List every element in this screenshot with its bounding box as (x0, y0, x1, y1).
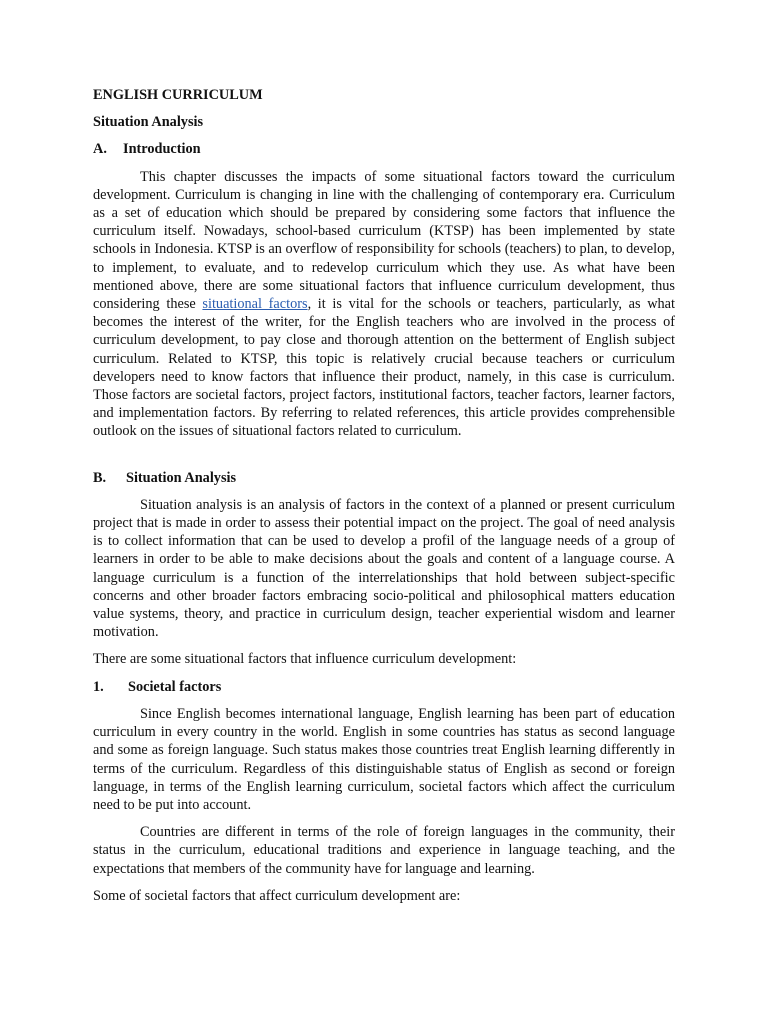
document-title: ENGLISH CURRICULUM (93, 87, 263, 103)
situational-factors-link[interactable]: situational factors (202, 296, 308, 313)
subsection-1-title: Societal factors (128, 678, 222, 695)
section-a-text-before-link: This chapter discusses the impacts of some situational factors toward the curriculum development. Curriculum is changing in line with the challenging of contemporary era. Curriculum as a set of education which should be prepared by considering some factors that influence the curriculum itself. Nowadays, school-based curriculum (KTSP) has been implemented by state schools in Indonesia. KTSP is an overflow of responsibility for schools (teachers) to plan, to develop, to implement, to evaluate, and to redevelop curriculum which they use. As what have been mentioned above, there are some situational factors that influence curriculum development, thus considering these (93, 168, 675, 313)
section-b-paragraph: Situation analysis is an analysis of factors in the context of a planned or present curriculum project that is made in order to assess their potential impact on the project. The goal of need analysis is to collect information that can be used to develop a profil of the language needs of a group of learners in order to be able to make decisions about the goals and content of a language course. A language curriculum is a function of the interrelationships that hold between subject-specific concerns and other broader factors embracing socio-political and philosophical matters education value systems, theory, and practice in curriculum design, teacher experiential wisdom and learner motivation. (93, 496, 675, 641)
section-a-text-after-link: , it is vital for the schools or teachers, particularly, as what becomes the interest of the writer, for the English teachers who are involved in the process of curriculum development, to pay close and thorough attention on the betterment of English subject curriculum. Related to KTSP, this topic is relatively crucial because teachers or curriculum developers need to know factors that influence their product, namely, in this case is curriculum. Those factors are societal factors, project factors, institutional factors, teacher factors, learner factors, and implementation factors. By referring to related references, this article provides comprehensible outlook on the issues of situational factors related to curriculum. (93, 296, 675, 440)
section-b-heading (93, 469, 675, 487)
section-b-number: B. (93, 469, 107, 486)
section-b-title: Situation Analysis (126, 469, 237, 486)
document-page (93, 86, 675, 905)
section-a-paragraph (93, 168, 675, 441)
subsection-1-paragraph-1: Since English becomes international language, English learning has been part of education curriculum in every country in the world. English in some countries has status as second language and some as foreign language. Such status makes those countries treat English learning differently in terms of the curriculum. Regardless of this distinguishable status of English as second or foreign language, in terms of the English learning curriculum, societal factors which affect the curriculum need to be put into account. (93, 705, 675, 813)
document-subtitle: Situation Analysis (93, 114, 204, 131)
section-a-title: Introduction (123, 141, 201, 158)
subsection-1-closing-line: Some of societal factors that affect curriculum development are: (93, 887, 461, 904)
subsection-1-paragraph-2: Countries are different in terms of the role of foreign languages in the community, their status in the curriculum, educational traditions and experience in language teaching, and the expectations that members of the community have for language and learning. (93, 824, 675, 877)
section-a-heading (93, 140, 675, 158)
section-a-number: A. (93, 141, 107, 158)
subsection-1-number: 1. (93, 678, 104, 695)
subsection-1-heading (93, 678, 675, 696)
section-b-intro-line: There are some situational factors that influence curriculum development: (93, 651, 517, 668)
